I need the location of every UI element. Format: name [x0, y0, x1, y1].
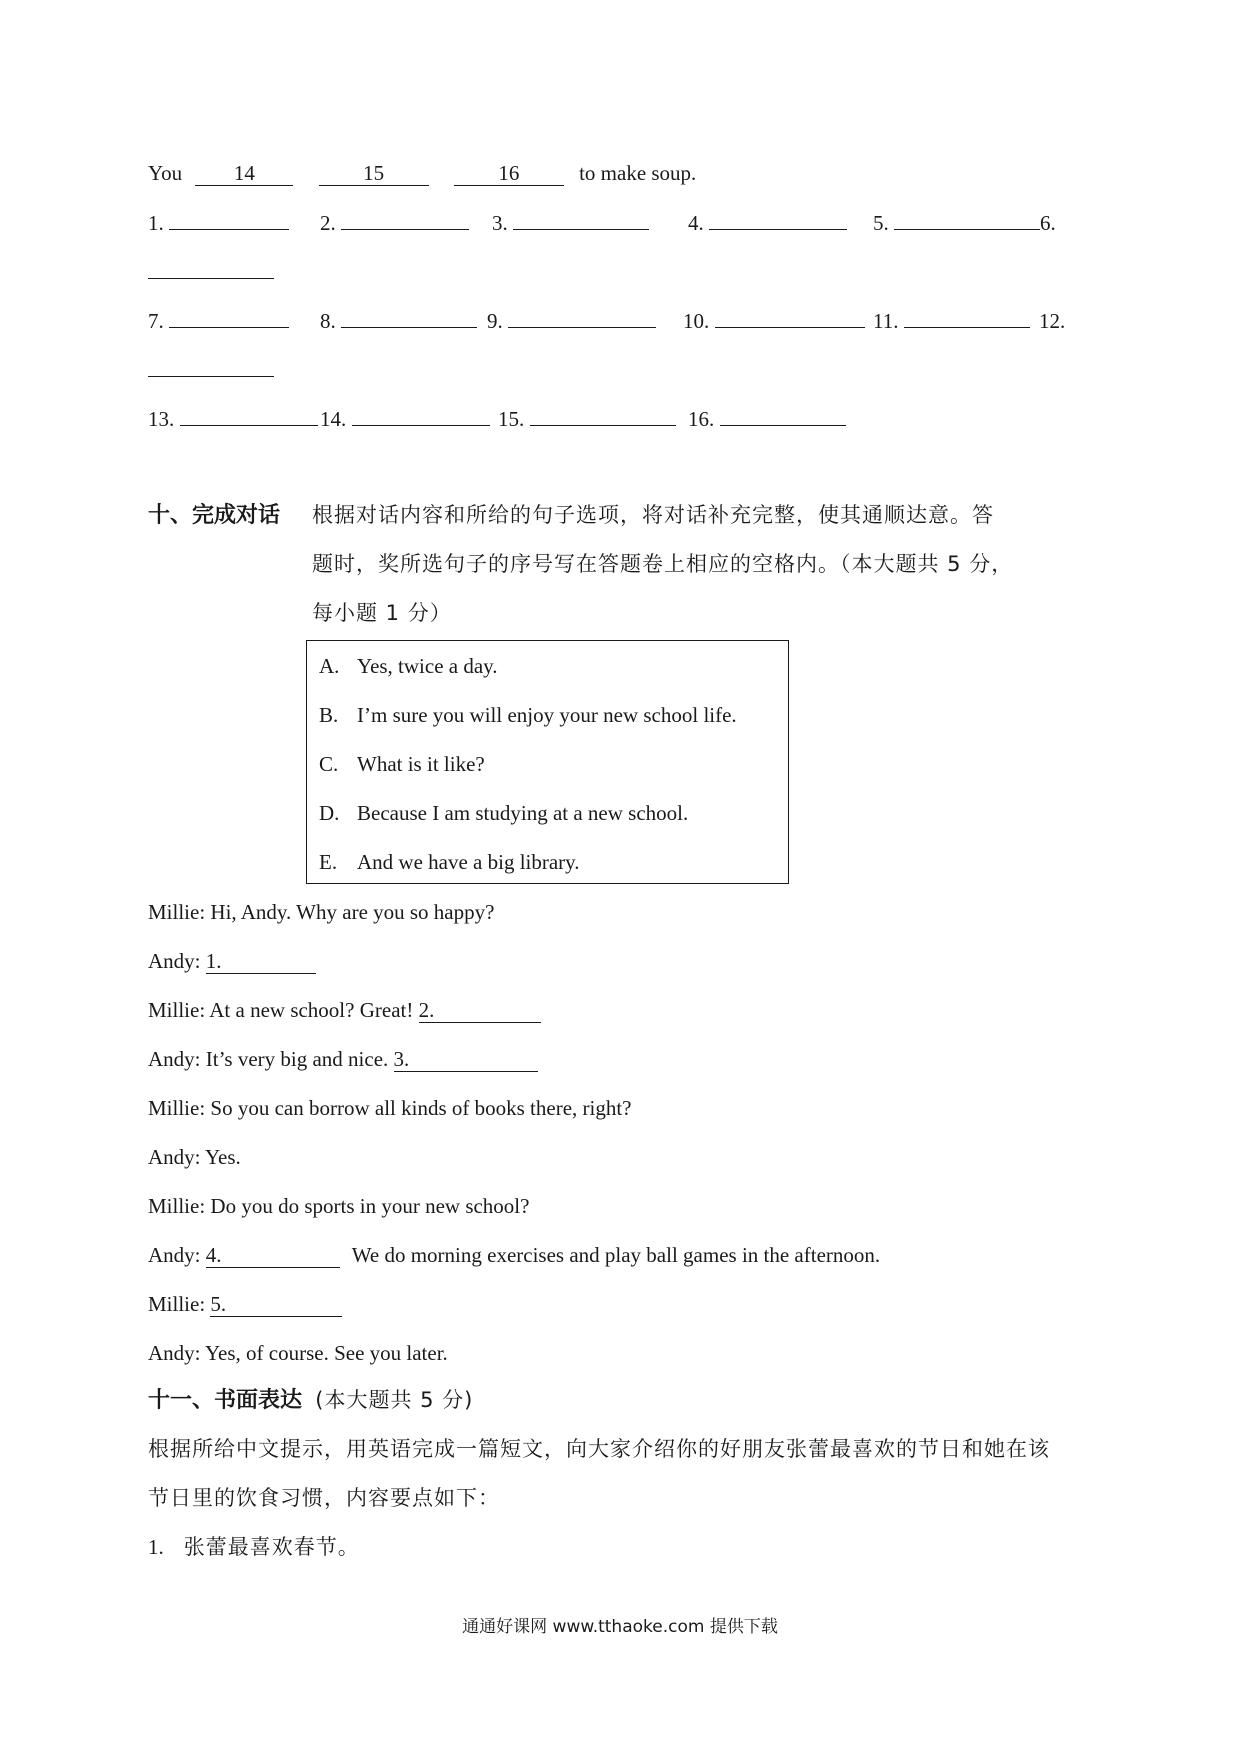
option-d: D. Because I am studying at a new school. [319, 801, 689, 825]
dialogue-line-2: Andy: 1. [148, 951, 316, 974]
option-a: A. Yes, twice a day. [319, 654, 498, 678]
answer-blank-1: 1. [148, 213, 289, 234]
blank-15: 15 [319, 163, 429, 186]
dialogue-blank-5: 5. [210, 1294, 342, 1317]
dialogue-line-1: Millie: Hi, Andy. Why are you so happy? [148, 900, 495, 924]
section10-heading: 十、完成对话 [148, 503, 281, 528]
dialogue-line-4: Andy: It’s very big and nice. 3. [148, 1049, 538, 1072]
section11-text-line1: 根据所给中文提示，用英语完成一篇短文，向大家介绍你的好朋友张蕾最喜欢的节日和她在该 [148, 1437, 1050, 1461]
section11-text-line2: 节日里的饮食习惯，内容要点如下： [148, 1486, 500, 1510]
dialogue-line-9: Millie: 5. [148, 1294, 342, 1317]
answer-blank-6 [148, 262, 274, 283]
answer-blank-12 [148, 360, 274, 381]
answer-blank-9: 9. [487, 311, 656, 332]
answer-blank-8: 8. [320, 311, 477, 332]
dialogue-blank-2: 2. [419, 1000, 541, 1023]
option-c: C. What is it like? [319, 752, 485, 776]
soup-line [148, 163, 696, 186]
section10-instruction-line3: 每小题 1 分） [312, 601, 452, 625]
answer-blank-7: 7. [148, 311, 289, 332]
answer-label-12: 12. [1039, 309, 1066, 333]
dialogue-line-8: Andy: 4. We do morning exercises and play ball games in the afternoon. [148, 1243, 881, 1267]
answer-blank-2: 2. [320, 213, 469, 234]
section11-score: (本大题共 5 分) [315, 1388, 474, 1412]
answer-blank-16: 16. [688, 409, 846, 430]
answer-blank-15: 15. [498, 409, 676, 430]
dialogue-blank-3: 3. [394, 1049, 538, 1072]
soup-tail: to make soup. [579, 161, 697, 185]
option-e: E. And we have a big library. [319, 850, 580, 874]
section11-header [148, 1390, 473, 1412]
page-footer: 通通好课网 www.tthaoke.com 提供下载 [462, 1617, 778, 1637]
answer-blank-10: 10. [683, 311, 865, 332]
answer-label-6: 6. [1040, 211, 1056, 235]
dialogue-line-10: Andy: Yes, of course. See you later. [148, 1341, 448, 1365]
answer-blank-13: 13. [148, 409, 318, 430]
option-b: B. I’m sure you will enjoy your new school life. [319, 703, 737, 727]
dialogue-line-5: Millie: So you can borrow all kinds of books there, right? [148, 1096, 632, 1120]
dialogue-line-6: Andy: Yes. [148, 1145, 241, 1169]
answer-blank-3: 3. [492, 213, 649, 234]
answer-blank-5: 5. 6. [873, 211, 1056, 235]
section10-instruction-line1: 根据对话内容和所给的句子选项，将对话补充完整，使其通顺达意。答 [312, 503, 994, 527]
dialogue-line-7: Millie: Do you do sports in your new school? [148, 1194, 530, 1218]
soup-you: You [148, 161, 183, 185]
answer-blank-11: 11. [873, 311, 1030, 332]
dialogue-blank-1: 1. [206, 951, 316, 974]
options-box [306, 640, 789, 884]
section11-heading: 十一、书面表达 [148, 1388, 303, 1413]
dialogue-line-3: Millie: At a new school? Great! 2. [148, 1000, 541, 1023]
blank-14: 14 [195, 163, 293, 186]
dialogue-blank-4: 4. [206, 1245, 340, 1268]
section11-point-1: 1. 张蕾最喜欢春节。 [148, 1535, 360, 1559]
section10-instruction-line2: 题时，奖所选句子的序号写在答题卷上相应的空格内。（本大题共 5 分， [312, 552, 1014, 576]
answer-blank-14: 14. [320, 409, 490, 430]
blank-16: 16 [454, 163, 564, 186]
answer-blank-4: 4. [688, 213, 847, 234]
